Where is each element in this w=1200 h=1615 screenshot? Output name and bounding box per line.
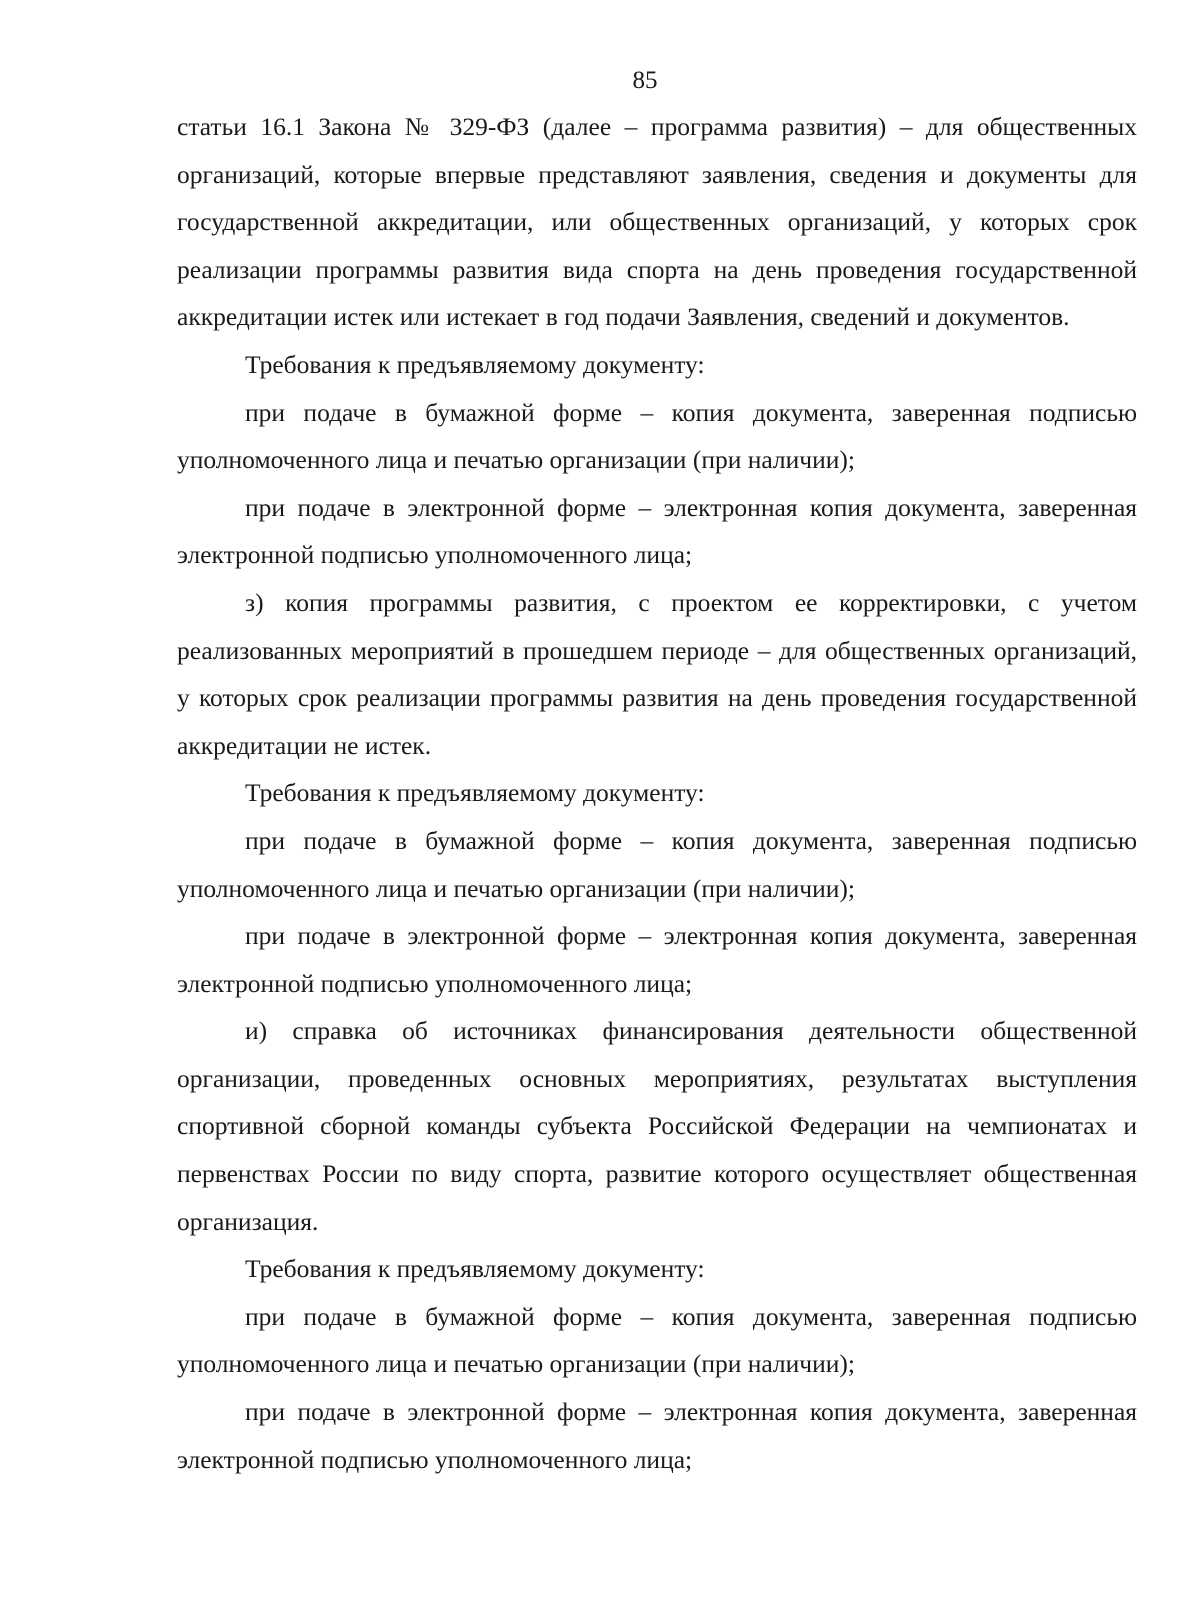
page-number: 85 [632,67,658,94]
paper-form-requirement: при подаче в бумажной форме – копия документа, заверенная подписью уполномоченного лица и печатью организации (при наличии); [177,825,1137,903]
requirements-heading: Требования к предъявляемому документу: [245,349,705,379]
electronic-form-requirement: при подаче в электронной форме – электронная копия документа, заверенная электронной подписью уполномоченного лица; [177,1397,1137,1474]
paper-form-requirement: при подаче в бумажной форме – копия документа, заверенная подписью уполномоченного лица и печатью организации (при наличии); [177,397,1137,475]
requirements-heading: Требования к предъявляемому документу: [245,778,705,808]
requirements-heading: Требования к предъявляемому документу: [245,1254,705,1284]
item-z-paragraph: з) копия программы развития, с проектом ее корректировки, с учетом реализованных мероприятий в прошедшем периоде – для общественных организаций, у которых срок реализации программы развития на день проведения государственной аккредитации не истек. [177,587,1137,760]
electronic-form-requirement: при подаче в электронной форме – электронная копия документа, заверенная электронной подписью уполномоченного лица; [177,492,1137,570]
document-body [177,103,1137,1483]
paper-form-requirement: при подаче в бумажной форме – копия документа, заверенная подписью уполномоченного лица и печатью организации (при наличии); [177,1301,1137,1379]
item-i-paragraph: и) справка об источниках финансирования деятельности общественной организации, проведенных основных мероприятиях, результатах выступления спортивной сборной команды субъекта Российской Федерации на чемпионатах и первенствах России по виду спорта, развитие которого осуществляет общественная организация. [177,1016,1137,1236]
paragraph-continuation: статьи 16.1 Закона № 329-ФЗ (далее – программа развития) – для общественных организаций, которые впервые представляют заявления, сведения и документы для государственной аккредитации, или общественных организаций, у которых срок реализации программы развития вида спорта на день проведения государственной аккредитации истек или истекает в год подачи Заявления, сведений и документов. [177,112,1137,332]
electronic-form-requirement: при подаче в электронной форме – электронная копия документа, заверенная электронной подписью уполномоченного лица; [177,921,1137,998]
